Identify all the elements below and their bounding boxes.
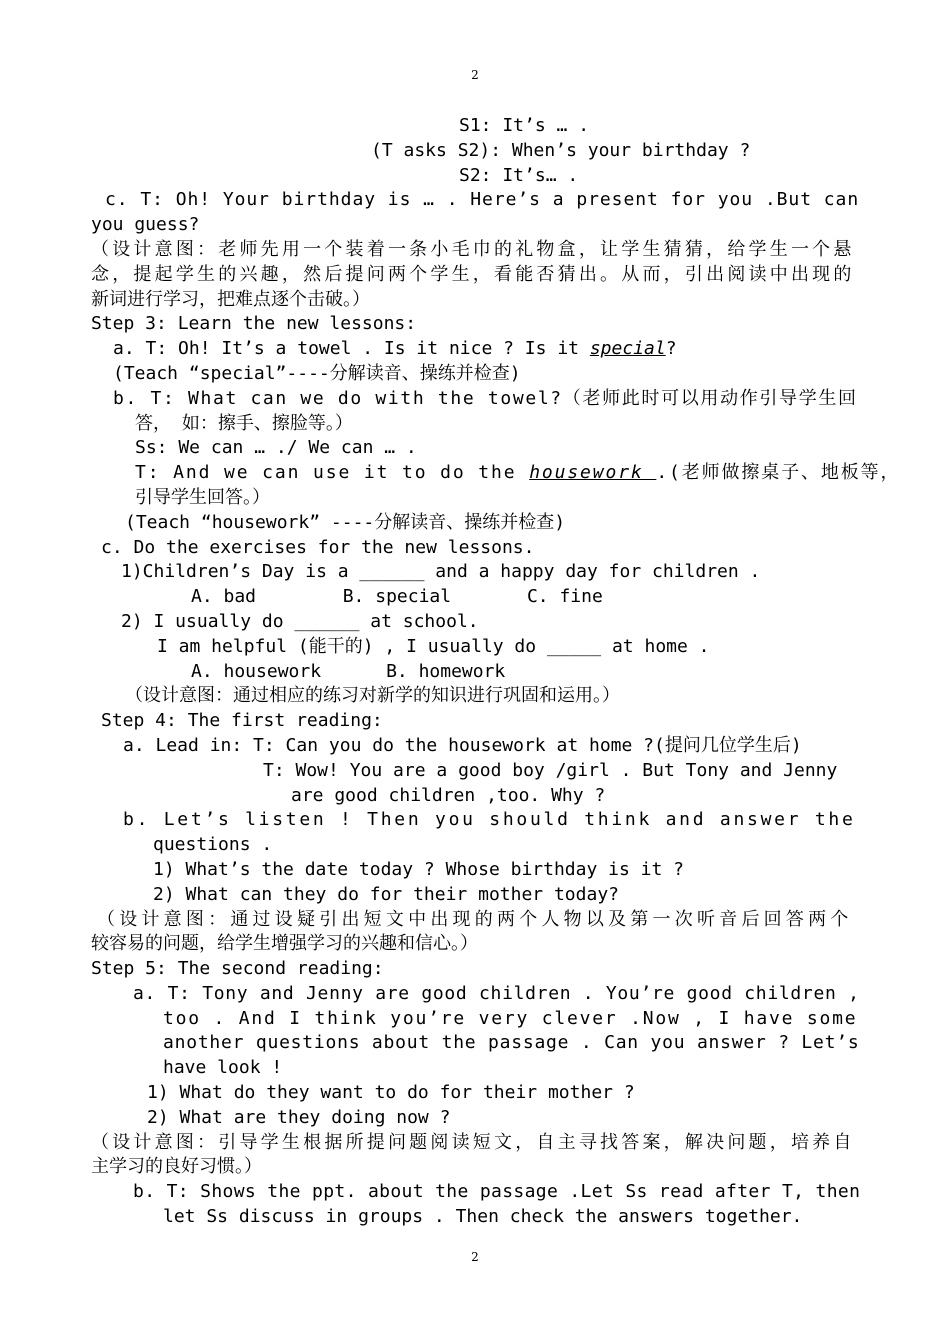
text-line bbox=[91, 1081, 861, 1106]
text-line bbox=[91, 1131, 861, 1156]
text-line bbox=[91, 709, 861, 734]
text-line bbox=[91, 1155, 861, 1180]
text-line bbox=[91, 1205, 861, 1230]
line-text: Step 3: Learn the new lessons: bbox=[91, 313, 417, 335]
line-text: c. Do the exercises for the new lessons. bbox=[101, 536, 535, 558]
line-text: 答， 如：擦手、擦脸等。） bbox=[135, 412, 353, 434]
line-text: （设计意图：通过设疑引出短文中出现的两个人物以及第一次听音后回答两个 bbox=[97, 908, 853, 930]
text-line bbox=[91, 337, 861, 362]
underlined-word: housework bbox=[529, 462, 657, 484]
line-text: 较容易的问题，给学生增强学习的兴趣和信心。） bbox=[91, 933, 478, 955]
text-line bbox=[91, 1106, 861, 1131]
line-text: A. bad B. special C. fine bbox=[191, 586, 603, 608]
text-line bbox=[91, 635, 861, 660]
text-line bbox=[91, 536, 861, 561]
line-text: 1) What do they want to do for their mother ? bbox=[147, 1082, 635, 1104]
underlined-word: special bbox=[589, 338, 666, 360]
line-text: 主学习的良好习惯。） bbox=[91, 1156, 262, 1178]
line-text: 2) What can they do for their mother today? bbox=[153, 883, 619, 905]
text-line bbox=[91, 908, 861, 933]
line-text: 念，提起学生的兴趣，然后提问两个学生，看能否猜出。从而，引出阅读中出现的 bbox=[91, 263, 855, 285]
text-line bbox=[91, 312, 861, 337]
text-line bbox=[91, 833, 861, 858]
text-line bbox=[91, 288, 861, 313]
line-text-after: ? bbox=[665, 338, 677, 360]
line-text: you guess? bbox=[91, 214, 200, 236]
text-line bbox=[91, 1056, 861, 1081]
text-line bbox=[91, 858, 861, 883]
text-line bbox=[91, 387, 861, 412]
text-line bbox=[91, 784, 861, 809]
line-text: 新词进行学习，把难点逐个击破。） bbox=[91, 288, 370, 310]
line-text: questions . bbox=[153, 834, 273, 856]
page-number-top: 2 bbox=[471, 68, 479, 82]
line-text: a. T: Tony and Jenny are good children . You’re good children , bbox=[133, 982, 860, 1004]
text-line bbox=[91, 213, 861, 238]
line-text: S1: It’s … . bbox=[459, 115, 590, 136]
text-line bbox=[91, 560, 861, 585]
line-text: b. T: Shows the ppt. about the passage .Let Ss read after T, then bbox=[133, 1181, 861, 1203]
line-text: a. T: Oh! It’s a towel . Is it nice ? Is it bbox=[113, 338, 590, 360]
text-line bbox=[91, 188, 861, 213]
text-line bbox=[91, 139, 861, 164]
line-text: let Ss discuss in groups . Then check the answers together. bbox=[163, 1206, 803, 1228]
text-line bbox=[91, 684, 861, 709]
line-text: 2) I usually do ______ at school. bbox=[121, 610, 479, 632]
document-body bbox=[91, 114, 901, 1230]
text-line bbox=[91, 1031, 861, 1056]
line-text: 引导学生回答。） bbox=[135, 486, 270, 508]
line-text: b. Let’s listen ! Then you should think and answer the bbox=[123, 809, 856, 831]
line-text-after: .(老师做擦桌子、地板等， bbox=[656, 462, 901, 484]
text-line bbox=[91, 734, 861, 759]
text-line bbox=[91, 486, 861, 511]
text-line bbox=[91, 263, 861, 288]
line-text: （设计意图：通过相应的练习对新学的知识进行巩固和运用。） bbox=[125, 685, 620, 707]
page-number-bottom: 2 bbox=[471, 1250, 479, 1264]
text-line bbox=[91, 362, 861, 387]
line-text: 2) What are they doing now ? bbox=[147, 1106, 451, 1128]
line-text: are good children ,too. Why ? bbox=[291, 784, 606, 806]
line-text: Ss: We can … ./ We can … . bbox=[135, 437, 417, 459]
text-line bbox=[91, 759, 861, 784]
line-text: T: And we can use it to do the bbox=[135, 462, 530, 484]
line-text: (T asks S2): When’s your birthday ? bbox=[371, 139, 751, 161]
text-line bbox=[91, 1007, 861, 1032]
line-text: (Teach “special”----分解读音、操练并检查) bbox=[113, 362, 521, 384]
line-text: A. housework B. homework bbox=[191, 660, 506, 682]
text-line bbox=[91, 808, 861, 833]
text-line bbox=[91, 114, 861, 139]
line-text: b. T: What can we do with the towel?（老师此时可以用动作引导学生回 bbox=[113, 387, 858, 409]
text-line bbox=[91, 238, 861, 263]
text-line bbox=[91, 164, 861, 189]
line-text: S2: It’s… . bbox=[459, 164, 579, 186]
line-text: Step 4: The first reading: bbox=[101, 710, 383, 732]
line-text: 1)Children’s Day is a ______ and a happy day for children . bbox=[121, 561, 761, 583]
text-line bbox=[91, 932, 861, 957]
text-line bbox=[91, 982, 861, 1007]
line-text: 1) What’s the date today ? Whose birthday is it ? bbox=[153, 858, 685, 880]
text-line bbox=[91, 585, 861, 610]
line-text: (Teach “housework” ----分解读音、操练并检查) bbox=[125, 511, 566, 533]
text-line bbox=[91, 436, 861, 461]
text-line bbox=[91, 461, 901, 486]
line-text: c. T: Oh! Your birthday is … . Here’s a present for you .But can bbox=[105, 189, 860, 211]
line-text: I am helpful (能干的) , I usually do _____ at home . bbox=[157, 635, 710, 657]
text-line bbox=[91, 957, 861, 982]
text-line bbox=[91, 412, 861, 437]
line-text: a. Lead in: T: Can you do the housework at home ?(提问几位学生后) bbox=[123, 734, 802, 756]
text-line bbox=[91, 883, 861, 908]
text-line bbox=[91, 511, 861, 536]
line-text: another questions about the passage . Can you answer ? Let’s bbox=[163, 1032, 860, 1054]
line-text: too . And I think you’re very clever .Now , I have some bbox=[163, 1007, 858, 1029]
line-text: T: Wow! You are a good boy /girl . But Tony and Jenny bbox=[263, 759, 838, 781]
line-text: （设计意图：引导学生根据所提问题阅读短文，自主寻找答案，解决问题，培养自 bbox=[91, 1131, 855, 1153]
line-text: Step 5: The second reading: bbox=[91, 958, 384, 980]
text-line bbox=[91, 1180, 861, 1205]
line-text: have look ! bbox=[163, 1057, 283, 1079]
text-line bbox=[91, 610, 861, 635]
line-text: （设计意图：老师先用一个装着一条小毛巾的礼物盒，让学生猜猜，给学生一个悬 bbox=[91, 238, 855, 260]
text-line bbox=[91, 660, 861, 685]
